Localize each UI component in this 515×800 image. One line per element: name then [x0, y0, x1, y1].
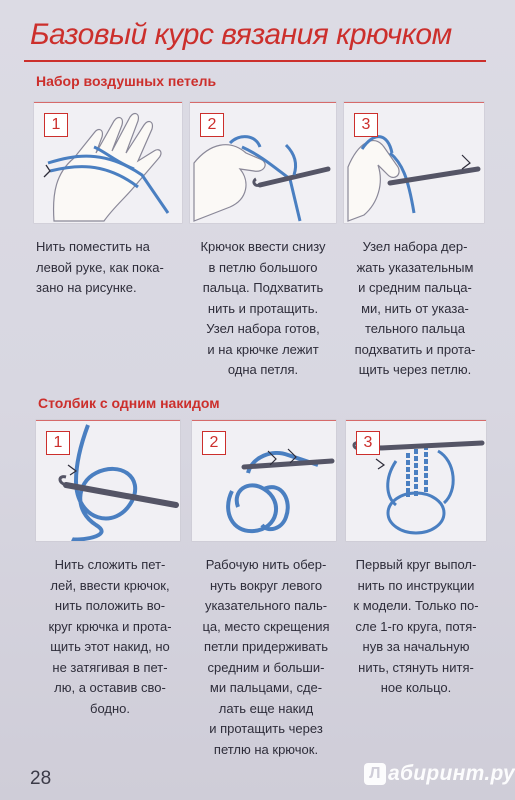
step-caption: Рабочую нить обер- нуть вокруг левого указательного паль- ца, место скрещения петли придерживать средним и больши- ми пальцами, сде- лать еще накид и протащить через петлю на крючок. — [202, 557, 330, 757]
step-number-badge: 2 — [202, 431, 226, 455]
illustration-panel — [344, 102, 484, 223]
page-number: 28 — [30, 768, 52, 789]
illustration-panel — [346, 420, 486, 541]
step-caption: Первый круг выпол- нить по инструкции к модели. Только по- сле 1-го круга, потя- нув за начальную нить, стянуть нитя- ное кольцо. — [353, 557, 479, 695]
step-number-badge: 2 — [200, 113, 224, 137]
title-divider — [24, 60, 486, 62]
section-heading-chain-stitch: Набор воздушных петель — [36, 73, 217, 89]
section-heading-double-crochet: Столбик с одним накидом — [38, 395, 220, 411]
step-caption: Крючок ввести снизу в петлю большого пальца. Подхватить нить и протащить. Узел набора готов, и на крючке лежит одна петля. — [200, 239, 326, 377]
step-number-badge: 3 — [354, 113, 378, 137]
illustration-panel — [34, 102, 182, 223]
watermark-logo-icon: Л — [364, 763, 386, 785]
illustration-panel — [192, 420, 336, 541]
page-title: Базовый курс вязания крючком — [30, 18, 452, 51]
step-number-badge: 1 — [44, 113, 68, 137]
step-caption: Узел набора дер- жать указательным и средним пальца- ми, нить от указа- тельного пальца подхватить и прота- щить через петлю. — [354, 239, 476, 377]
step-number-badge: 1 — [46, 431, 70, 455]
step-caption: Нить сложить пет- лей, ввести крючок, нить положить во- круг крючка и прота- щить этот накид, но не затягивая в пет- лю, а оставив сво- бодно. — [48, 557, 172, 716]
illustration-panel — [190, 102, 336, 223]
illustration-panel — [36, 420, 180, 541]
step-caption: Нить поместить на левой руке, как пока- зано на рисунке. — [36, 239, 164, 295]
step-number-badge: 3 — [356, 431, 380, 455]
watermark: Л абиринт.ру — [364, 762, 515, 786]
